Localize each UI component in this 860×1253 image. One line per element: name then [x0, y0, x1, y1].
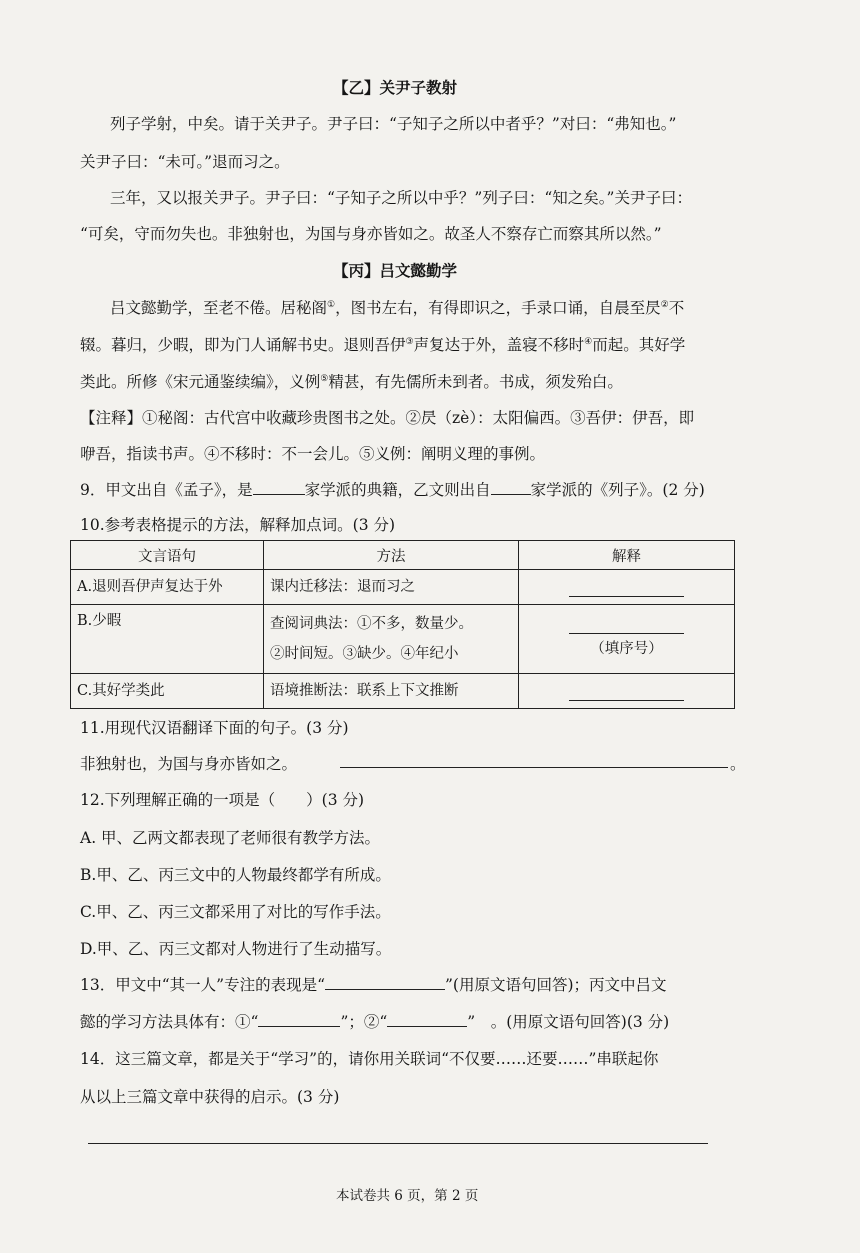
passage-b-title: 【乙】关尹子教射: [333, 79, 458, 97]
notes-line: 咿吾，指读书声。④不移时：不一会儿。⑤义例：阐明义理的事例。: [80, 445, 546, 463]
answer-line[interactable]: [569, 611, 684, 634]
text: ，图书左右，有得即识之，手录口诵，自晨至昃: [335, 299, 661, 317]
question-13-line: [80, 1010, 669, 1032]
sentence-cell: A.退则吾伊声复达于外: [71, 570, 264, 605]
passage-b-line: “可矣，守而勿失也。非独射也，为国与身亦皆如之。故圣人不察存亡而察其所以然。”: [80, 225, 662, 243]
note-marker: ③: [405, 336, 414, 347]
sentence-cell: B.少暇: [71, 605, 264, 674]
note-marker: ①: [327, 299, 336, 310]
q13-text: ”(用原文语句回答)；丙文中吕文: [445, 976, 667, 994]
text: 而起。其好学: [592, 336, 686, 354]
page-footer: 本试卷共 6 页，第 2 页: [336, 1188, 479, 1204]
question-9: [80, 478, 705, 500]
table-row: [71, 674, 735, 709]
sentence-cell: C.其好学类此: [71, 674, 264, 709]
option-b[interactable]: B.甲、乙、丙三文中的人物最终都学有所成。: [80, 866, 391, 884]
passage-b-line: 列子学射，中矣。请于关尹子。尹子曰：“子知子之所以中者乎？”对曰：“弗知也。”: [110, 115, 677, 133]
q13-text: ” 。(用原文语句回答)(3 分): [467, 1013, 670, 1031]
passage-c-line: [80, 370, 623, 392]
passage-c-title: 【丙】吕文懿勤学: [333, 262, 458, 280]
method-line: ②时间短。③缺少。④年纪小: [270, 646, 459, 662]
q13-text: 13．甲文中“其一人”专注的表现是“: [80, 976, 325, 994]
q11-answer-line[interactable]: [340, 766, 728, 768]
text: 吕文懿勤学，至老不倦。居秘阁: [110, 299, 328, 317]
q11-end: 。: [730, 755, 746, 773]
q14-answer-line[interactable]: [88, 1142, 708, 1144]
text: 不: [668, 299, 685, 317]
method-cell: [264, 605, 519, 674]
note-marker: ④: [584, 336, 593, 347]
text: 辍。暮归，少暇，即为门人诵解书史。退则吾伊: [80, 336, 406, 354]
text: 精甚，有先儒所未到者。书成，须发殆白。: [328, 373, 623, 391]
text: 类此。所修《宋元通鉴续编》，义例: [80, 373, 321, 391]
q9-text: 家学派的典籍，乙文则出自: [304, 481, 491, 499]
passage-c-line: [110, 296, 684, 318]
passage-c-line: [80, 333, 685, 355]
method-line: 查阅词典法：①不多，数量少。: [270, 616, 473, 632]
q13-text: ”；②“: [340, 1013, 388, 1031]
method-cell: 课内迁移法：退而习之: [264, 570, 519, 605]
table-row: [71, 570, 735, 605]
question-12-stem: 12.下列理解正确的一项是（ ）(3 分): [80, 791, 365, 809]
answer-cell[interactable]: [519, 605, 735, 674]
q9-text: 9．甲文出自《孟子》，是: [80, 481, 253, 499]
table-header: 方法: [264, 541, 519, 570]
q11-sentence: 非独射也，为国与身亦皆如之。: [80, 755, 298, 773]
table-row: [71, 605, 735, 674]
option-d[interactable]: D.甲、乙、丙三文都对人物进行了生动描写。: [80, 940, 392, 958]
method-cell: 语境推断法：联系上下文推断: [264, 674, 519, 709]
question-14-line: 14．这三篇文章，都是关于“学习”的，请你用关联词“不仅要……还要……”串联起你: [80, 1050, 659, 1068]
q9-text: 家学派的《列子》。(2 分): [530, 481, 705, 499]
question-10-stem: 10.参考表格提示的方法，解释加点词。(3 分): [80, 516, 396, 534]
q13-blank-2[interactable]: [258, 1026, 340, 1027]
question-13-line: [80, 973, 667, 995]
q9-blank-1[interactable]: [253, 494, 305, 495]
notes-line: 【注释】①秘阁：古代宫中收藏珍贵图书之处。②昃（zè）：太阳偏西。③吾伊：伊吾，即: [80, 409, 695, 427]
table-header: 文言语句: [71, 541, 264, 570]
note-marker: ⑤: [320, 373, 329, 384]
answer-cell[interactable]: [519, 674, 735, 709]
q13-text: 懿的学习方法具体有：①“: [80, 1013, 259, 1031]
text: 声复达于外，盖寝不移时: [413, 336, 585, 354]
note-marker: ②: [660, 299, 669, 310]
question-14-line: 从以上三篇文章中获得的启示。(3 分): [80, 1088, 340, 1106]
answer-line[interactable]: [569, 574, 684, 597]
table-header: 解释: [519, 541, 735, 570]
q9-blank-2[interactable]: [491, 494, 531, 495]
option-c[interactable]: C.甲、乙、丙三文都采用了对比的写作手法。: [80, 903, 391, 921]
table-header-row: [71, 541, 735, 570]
q13-blank-3[interactable]: [387, 1026, 467, 1027]
answer-cell[interactable]: [519, 570, 735, 605]
passage-b-line: 三年，又以报关尹子。尹子曰：“子知子之所以中乎？”列子曰：“知之矣。”关尹子曰：: [110, 189, 692, 207]
answer-line[interactable]: [569, 678, 684, 701]
method-table: [70, 540, 735, 709]
question-11-stem: 11.用现代汉语翻译下面的句子。(3 分): [80, 719, 349, 737]
passage-b-line: 关尹子曰：“未可。”退而习之。: [80, 153, 290, 171]
option-a[interactable]: A. 甲、乙两文都表现了老师很有教学方法。: [80, 829, 381, 847]
fill-hint: （填序号）: [590, 641, 663, 657]
q13-blank-1[interactable]: [325, 989, 445, 990]
